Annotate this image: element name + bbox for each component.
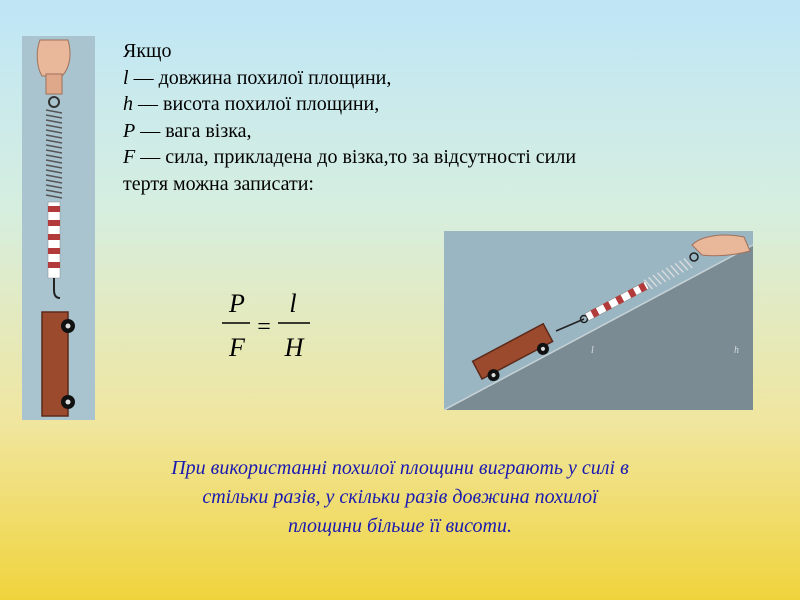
conclusion-line: площини більше її висоти.	[287, 515, 512, 537]
intro-heading: Якщо	[123, 40, 172, 62]
formula	[218, 288, 318, 362]
formula-left-denominator: F	[229, 333, 245, 362]
incline-length-label: l	[591, 345, 594, 356]
formula-right-denominator: H	[284, 333, 304, 362]
definitions-text	[123, 38, 763, 197]
incline-drawing	[444, 231, 753, 410]
hand-icon	[692, 235, 750, 256]
formula-equals: =	[257, 314, 271, 340]
hook-icon	[54, 278, 60, 298]
formula-right-numerator: l	[289, 289, 297, 318]
definition-line-force: F — сила, прикладена до візка,то за відсутності сили	[123, 146, 577, 168]
conclusion-text	[60, 454, 740, 541]
conclusion-line: стільки разів, у скільки разів довжина похилої	[202, 486, 598, 508]
conclusion-line: При використанні похилої площини виграють у силі в	[171, 457, 629, 479]
hand-icon	[37, 40, 70, 76]
vertical-cart-illustration	[22, 36, 95, 420]
hanging-cart-drawing	[22, 36, 95, 420]
definition-line-end: тертя можна записати:	[123, 172, 314, 195]
incline-height-label: h	[734, 345, 739, 356]
formula-left-numerator: P	[229, 289, 245, 318]
inclined-plane-illustration	[444, 231, 753, 410]
definition-line-length: l — довжина похилої площини,	[123, 66, 392, 89]
formula-drawing	[218, 288, 318, 362]
definition-line-weight: P — вага візка,	[123, 119, 252, 142]
definition-line-height: h — висота похилої площини,	[123, 93, 380, 115]
spring-coil	[46, 110, 62, 198]
